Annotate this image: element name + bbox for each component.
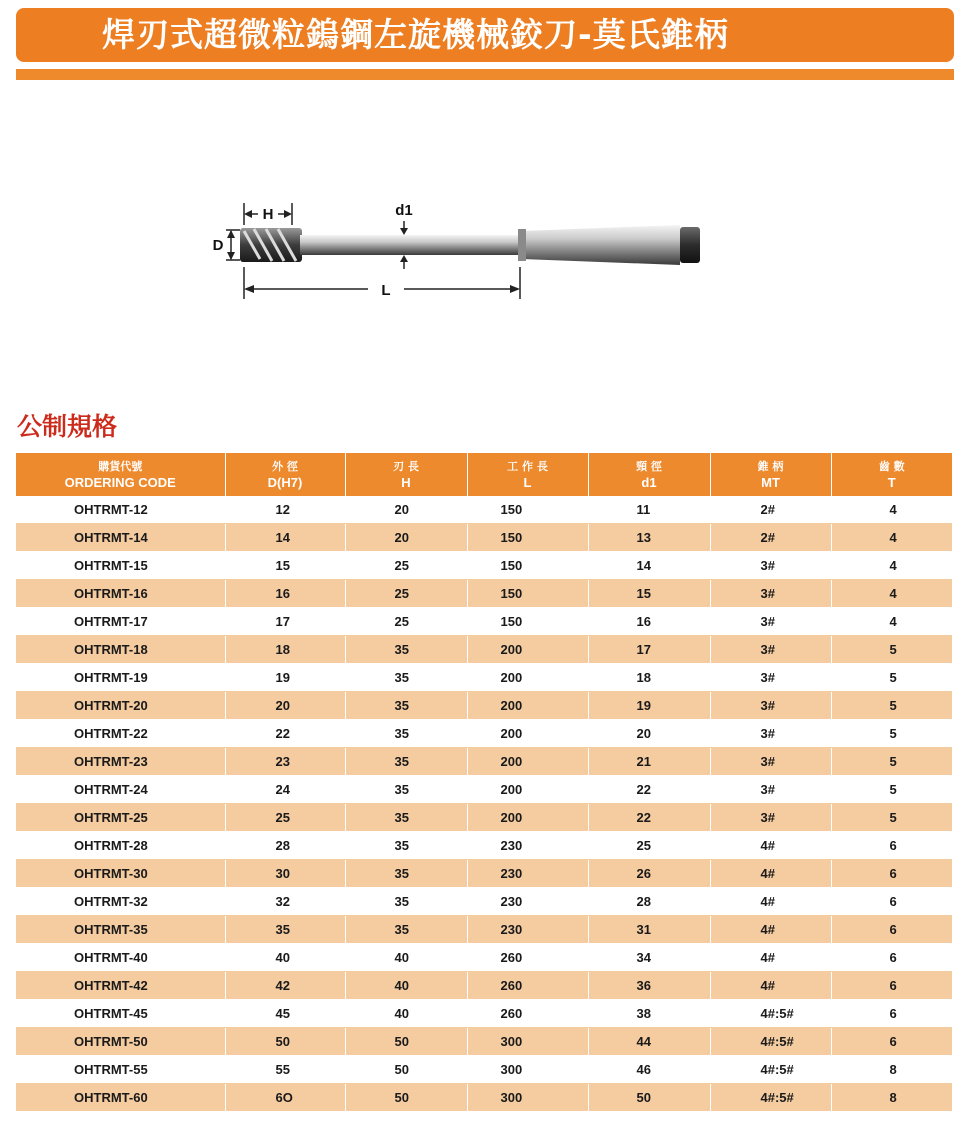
cell-outer-diameter: 42: [225, 972, 345, 1000]
cell-neck-diameter: 34: [588, 944, 710, 972]
cell-neck-diameter: 31: [588, 916, 710, 944]
cell-neck-diameter: 11: [588, 496, 710, 524]
cell-neck-diameter: 14: [588, 552, 710, 580]
cell-ordering-code: OHTRMT-23: [16, 748, 225, 776]
page-title: 焊刃式超微粒鎢鋼左旋機械鉸刀-莫氏錐柄: [102, 15, 729, 54]
table-row: [16, 1056, 952, 1084]
cell-neck-diameter: 22: [588, 804, 710, 832]
cell-blade-length: 35: [345, 720, 467, 748]
cell-teeth-count: 5: [831, 776, 952, 804]
cell-blade-length: 25: [345, 552, 467, 580]
cell-neck-diameter: 15: [588, 580, 710, 608]
label-l: L: [381, 282, 391, 299]
table-row: [16, 944, 952, 972]
cell-taper-shank: 3#: [710, 804, 831, 832]
cell-teeth-count: 4: [831, 608, 952, 636]
cell-taper-shank: 4#: [710, 832, 831, 860]
cell-blade-length: 35: [345, 832, 467, 860]
cell-taper-shank: 4#:5#: [710, 1028, 831, 1056]
cell-blade-length: 35: [345, 916, 467, 944]
cell-blade-length: 40: [345, 972, 467, 1000]
cell-working-length: 200: [467, 664, 588, 692]
cell-taper-shank: 4#: [710, 888, 831, 916]
cell-outer-diameter: 32: [225, 888, 345, 916]
cell-blade-length: 40: [345, 944, 467, 972]
cell-ordering-code: OHTRMT-40: [16, 944, 225, 972]
cell-blade-length: 35: [345, 888, 467, 916]
cell-outer-diameter: 14: [225, 524, 345, 552]
cell-working-length: 150: [467, 608, 588, 636]
cell-outer-diameter: 16: [225, 580, 345, 608]
cell-blade-length: 20: [345, 496, 467, 524]
cell-blade-length: 50: [345, 1056, 467, 1084]
table-row: [16, 720, 952, 748]
cell-working-length: 230: [467, 860, 588, 888]
cell-outer-diameter: 24: [225, 776, 345, 804]
dimension-d: [213, 230, 240, 260]
table-row: [16, 524, 952, 552]
cell-taper-shank: 3#: [710, 580, 831, 608]
cell-teeth-count: 5: [831, 692, 952, 720]
cell-neck-diameter: 22: [588, 776, 710, 804]
cell-working-length: 230: [467, 832, 588, 860]
cell-taper-shank: 4#:5#: [710, 1084, 831, 1112]
label-d: D: [212, 237, 224, 254]
cell-ordering-code: OHTRMT-42: [16, 972, 225, 1000]
cell-outer-diameter: 12: [225, 496, 345, 524]
table-row: [16, 776, 952, 804]
cell-ordering-code: OHTRMT-16: [16, 580, 225, 608]
cell-outer-diameter: 17: [225, 608, 345, 636]
cell-working-length: 150: [467, 552, 588, 580]
cell-blade-length: 40: [345, 1000, 467, 1028]
table-row: [16, 804, 952, 832]
header-outer-diameter: 外 徑 D(H7): [225, 453, 345, 496]
cell-blade-length: 50: [345, 1084, 467, 1112]
cell-taper-shank: 3#: [710, 776, 831, 804]
header-blade-length: 刃 長 H: [345, 453, 467, 496]
cell-taper-shank: 3#: [710, 692, 831, 720]
cell-teeth-count: 6: [831, 972, 952, 1000]
cell-outer-diameter: 55: [225, 1056, 345, 1084]
cell-neck-diameter: 19: [588, 692, 710, 720]
cell-teeth-count: 4: [831, 552, 952, 580]
cell-taper-shank: 2#: [710, 496, 831, 524]
cell-ordering-code: OHTRMT-25: [16, 804, 225, 832]
cell-teeth-count: 5: [831, 664, 952, 692]
table-row: [16, 580, 952, 608]
cell-teeth-count: 5: [831, 804, 952, 832]
cell-taper-shank: 3#: [710, 720, 831, 748]
cell-working-length: 300: [467, 1056, 588, 1084]
table-row: [16, 692, 952, 720]
cell-working-length: 260: [467, 944, 588, 972]
cell-working-length: 200: [467, 804, 588, 832]
cell-ordering-code: OHTRMT-60: [16, 1084, 225, 1112]
cell-working-length: 150: [467, 524, 588, 552]
cell-neck-diameter: 20: [588, 720, 710, 748]
cell-blade-length: 25: [345, 608, 467, 636]
cell-taper-shank: 4#: [710, 916, 831, 944]
cell-ordering-code: OHTRMT-24: [16, 776, 225, 804]
section-title: 公制規格: [17, 412, 118, 441]
header-working-length: 工 作 長 L: [467, 453, 588, 496]
cell-working-length: 150: [467, 496, 588, 524]
cell-neck-diameter: 26: [588, 860, 710, 888]
cell-taper-shank: 4#: [710, 860, 831, 888]
cell-working-length: 260: [467, 972, 588, 1000]
label-h: H: [262, 206, 274, 223]
cell-taper-shank: 3#: [710, 636, 831, 664]
cell-working-length: 150: [467, 580, 588, 608]
header-ordering-code: 購貨代號 ORDERING CODE: [16, 453, 225, 496]
cell-teeth-count: 6: [831, 1028, 952, 1056]
cell-taper-shank: 2#: [710, 524, 831, 552]
table-row: [16, 608, 952, 636]
cell-ordering-code: OHTRMT-50: [16, 1028, 225, 1056]
cell-outer-diameter: 45: [225, 1000, 345, 1028]
table-row: [16, 1028, 952, 1056]
cell-taper-shank: 4#:5#: [710, 1056, 831, 1084]
cell-outer-diameter: 6O: [225, 1084, 345, 1112]
cell-neck-diameter: 28: [588, 888, 710, 916]
table-row: [16, 888, 952, 916]
cell-ordering-code: OHTRMT-15: [16, 552, 225, 580]
cell-blade-length: 25: [345, 580, 467, 608]
cell-working-length: 200: [467, 692, 588, 720]
cell-neck-diameter: 38: [588, 1000, 710, 1028]
cell-ordering-code: OHTRMT-45: [16, 1000, 225, 1028]
table-row: [16, 916, 952, 944]
cell-taper-shank: 4#: [710, 944, 831, 972]
cell-neck-diameter: 25: [588, 832, 710, 860]
cell-teeth-count: 5: [831, 720, 952, 748]
cell-working-length: 260: [467, 1000, 588, 1028]
cell-working-length: 200: [467, 748, 588, 776]
cell-working-length: 230: [467, 916, 588, 944]
cell-teeth-count: 4: [831, 496, 952, 524]
cell-ordering-code: OHTRMT-30: [16, 860, 225, 888]
cell-ordering-code: OHTRMT-12: [16, 496, 225, 524]
reamer-body: [240, 225, 700, 265]
cell-ordering-code: OHTRMT-19: [16, 664, 225, 692]
cell-outer-diameter: 35: [225, 916, 345, 944]
cell-teeth-count: 6: [831, 916, 952, 944]
cell-teeth-count: 6: [831, 888, 952, 916]
table-header-row: [16, 453, 952, 496]
cell-working-length: 230: [467, 888, 588, 916]
cell-blade-length: 35: [345, 776, 467, 804]
cell-taper-shank: 3#: [710, 552, 831, 580]
cell-teeth-count: 6: [831, 1000, 952, 1028]
table-row: [16, 636, 952, 664]
cell-working-length: 300: [467, 1084, 588, 1112]
table-row: [16, 1000, 952, 1028]
header-taper-shank: 錐 柄 MT: [710, 453, 831, 496]
cell-teeth-count: 4: [831, 580, 952, 608]
cell-working-length: 200: [467, 720, 588, 748]
cell-teeth-count: 4: [831, 524, 952, 552]
cell-ordering-code: OHTRMT-20: [16, 692, 225, 720]
table-row: [16, 748, 952, 776]
cell-taper-shank: 3#: [710, 748, 831, 776]
table-row: [16, 664, 952, 692]
table-row: [16, 496, 952, 524]
cell-ordering-code: OHTRMT-17: [16, 608, 225, 636]
cell-neck-diameter: 13: [588, 524, 710, 552]
header-neck-diameter: 頸 徑 d1: [588, 453, 710, 496]
cell-outer-diameter: 30: [225, 860, 345, 888]
cell-teeth-count: 8: [831, 1084, 952, 1112]
cell-taper-shank: 4#:5#: [710, 1000, 831, 1028]
table-row: [16, 832, 952, 860]
header-teeth-count: 齒 數 T: [831, 453, 952, 496]
cell-outer-diameter: 22: [225, 720, 345, 748]
dimension-l: [244, 267, 520, 299]
cell-outer-diameter: 20: [225, 692, 345, 720]
cell-ordering-code: OHTRMT-32: [16, 888, 225, 916]
reamer-diagram: [200, 195, 720, 315]
table-row: [16, 972, 952, 1000]
cell-ordering-code: OHTRMT-28: [16, 832, 225, 860]
cell-blade-length: 20: [345, 524, 467, 552]
cell-working-length: 200: [467, 636, 588, 664]
cell-neck-diameter: 50: [588, 1084, 710, 1112]
table-row: [16, 860, 952, 888]
cell-blade-length: 35: [345, 692, 467, 720]
cell-neck-diameter: 17: [588, 636, 710, 664]
cell-working-length: 200: [467, 776, 588, 804]
table-row: [16, 1084, 952, 1112]
cell-blade-length: 35: [345, 804, 467, 832]
title-underline: [16, 69, 954, 80]
cell-outer-diameter: 23: [225, 748, 345, 776]
cell-neck-diameter: 46: [588, 1056, 710, 1084]
cell-ordering-code: OHTRMT-55: [16, 1056, 225, 1084]
cell-ordering-code: OHTRMT-18: [16, 636, 225, 664]
cell-taper-shank: 3#: [710, 664, 831, 692]
cell-teeth-count: 6: [831, 832, 952, 860]
cell-neck-diameter: 18: [588, 664, 710, 692]
cell-teeth-count: 5: [831, 636, 952, 664]
cell-outer-diameter: 50: [225, 1028, 345, 1056]
label-d1: d1: [395, 202, 413, 219]
cell-ordering-code: OHTRMT-35: [16, 916, 225, 944]
cell-blade-length: 35: [345, 636, 467, 664]
cell-outer-diameter: 40: [225, 944, 345, 972]
table-row: [16, 552, 952, 580]
cell-blade-length: 35: [345, 860, 467, 888]
cell-ordering-code: OHTRMT-22: [16, 720, 225, 748]
cell-outer-diameter: 28: [225, 832, 345, 860]
cell-blade-length: 35: [345, 664, 467, 692]
cell-outer-diameter: 19: [225, 664, 345, 692]
cell-teeth-count: 5: [831, 748, 952, 776]
cell-outer-diameter: 25: [225, 804, 345, 832]
cell-blade-length: 35: [345, 748, 467, 776]
cell-outer-diameter: 15: [225, 552, 345, 580]
cell-neck-diameter: 44: [588, 1028, 710, 1056]
cell-neck-diameter: 21: [588, 748, 710, 776]
cell-blade-length: 50: [345, 1028, 467, 1056]
dimension-h: [244, 203, 292, 225]
cell-ordering-code: OHTRMT-14: [16, 524, 225, 552]
cell-teeth-count: 8: [831, 1056, 952, 1084]
cell-teeth-count: 6: [831, 944, 952, 972]
spec-table: [16, 453, 952, 1112]
cell-outer-diameter: 18: [225, 636, 345, 664]
cell-taper-shank: 3#: [710, 608, 831, 636]
cell-neck-diameter: 16: [588, 608, 710, 636]
cell-neck-diameter: 36: [588, 972, 710, 1000]
spec-table-body: [16, 496, 952, 1112]
cell-working-length: 300: [467, 1028, 588, 1056]
title-bar: [16, 8, 954, 62]
cell-taper-shank: 4#: [710, 972, 831, 1000]
cell-teeth-count: 6: [831, 860, 952, 888]
